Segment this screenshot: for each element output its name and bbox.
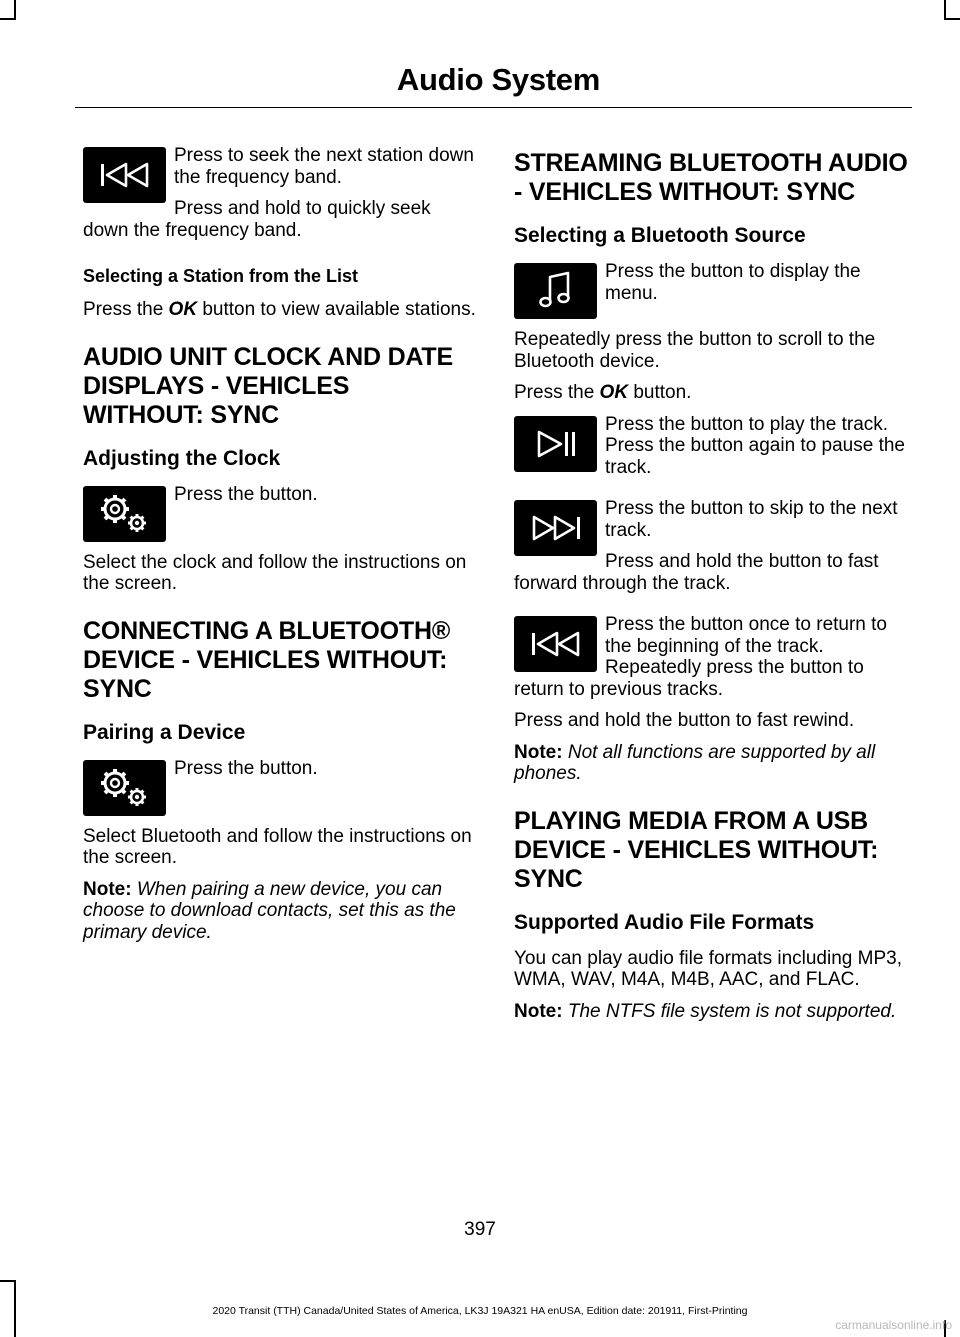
play-pause-block	[514, 414, 912, 489]
skip-next-block	[514, 498, 912, 604]
watermark: carmanualsonline.info	[835, 1318, 952, 1332]
crop-mark	[14, 0, 16, 18]
audio-formats-subheading: Supported Audio File Formats	[514, 910, 815, 934]
clock-press-text: Press the button.	[174, 483, 318, 505]
play-pause-text: Press the button to play the track. Press the button again to pause the track.	[605, 413, 905, 478]
usb-note: Note: The NTFS file system is not supported.	[514, 1000, 897, 1022]
streaming-section-heading: STREAMING BLUETOOTH AUDIO - VEHICLES WITHOUT: SYNC	[514, 149, 908, 206]
pairing-subheading: Pairing a Device	[83, 720, 246, 744]
pairing-instruction-text: Select Bluetooth and follow the instructions on the screen.	[83, 825, 472, 868]
clock-press-block	[83, 484, 476, 542]
clock-section-heading: AUDIO UNIT CLOCK AND DATE DISPLAYS - VEHICLES WITHOUT: SYNC	[83, 342, 453, 429]
media-menu-text: Press the button to display the menu.	[605, 261, 861, 304]
settings-gears-icon	[83, 760, 166, 816]
crop-mark	[0, 1280, 16, 1282]
media-menu-block	[514, 261, 912, 319]
music-note-icon	[514, 263, 597, 319]
usb-section-heading: PLAYING MEDIA FROM A USB DEVICE - VEHICLES WITHOUT: SYNC	[514, 806, 879, 893]
ok-label: OK	[168, 299, 198, 320]
scroll-device-text: Repeatedly press the button to scroll to the Bluetooth device.	[514, 329, 876, 372]
page-number: 397	[464, 1219, 496, 1240]
pairing-press-text: Press the button.	[174, 757, 318, 779]
seek-back-icon	[83, 147, 166, 203]
select-station-text: Press the OK button to view available stations.	[83, 299, 476, 320]
ok-label: OK	[599, 382, 629, 403]
page-header	[75, 60, 912, 108]
fast-rewind-text: Press and hold the button to fast rewind.	[514, 710, 855, 731]
right-column	[514, 145, 912, 1032]
settings-gears-icon	[83, 486, 166, 542]
clock-instruction-text: Select the clock and follow the instructions on the screen.	[83, 551, 467, 594]
bluetooth-source-subheading: Selecting a Bluetooth Source	[514, 224, 806, 247]
ok-button-text: Press the OK button.	[514, 382, 692, 403]
skip-back-icon	[514, 616, 597, 672]
pairing-note: Note: When pairing a new device, you can choose to download contacts, set this as the primary device.	[83, 878, 456, 943]
crop-mark	[0, 18, 16, 20]
play-pause-icon	[514, 416, 597, 472]
bluetooth-section-heading: CONNECTING A BLUETOOTH® DEVICE - VEHICLES WITHOUT: SYNC	[83, 616, 451, 703]
seek-down-text: Press to seek the next station down the frequency band.	[174, 145, 474, 188]
skip-back-text: Press the button once to return to the beginning of the track. Repeatedly press the button to return to previous tracks.	[514, 614, 888, 700]
crop-mark	[944, 0, 946, 18]
audio-formats-text: You can play audio file formats including MP3, WMA, WAV, M4A, M4B, AAC, and FLAC.	[514, 947, 902, 990]
clock-subheading: Adjusting the Clock	[83, 446, 281, 470]
skip-back-block	[514, 614, 912, 700]
select-station-heading: Selecting a Station from the List	[83, 266, 359, 286]
skip-forward-icon	[514, 500, 597, 556]
edition-line: 2020 Transit (TTH) Canada/United States of America, LK3J 19A321 HA enUSA, Edition date: 201911, First-Printing	[212, 1305, 748, 1317]
streaming-note: Note: Not all functions are supported by all phones.	[514, 741, 876, 784]
skip-next-text: Press the button to skip to the next track.	[605, 498, 898, 541]
page-title: Audio System	[396, 62, 600, 97]
seek-down-block	[83, 145, 476, 251]
left-column	[83, 145, 476, 953]
crop-mark	[944, 18, 960, 20]
fast-forward-text: Press and hold the button to fast forward through the track.	[514, 551, 879, 594]
pairing-press-block	[83, 758, 476, 816]
seek-down-hold-text: Press and hold to quickly seek down the frequency band.	[83, 198, 431, 241]
